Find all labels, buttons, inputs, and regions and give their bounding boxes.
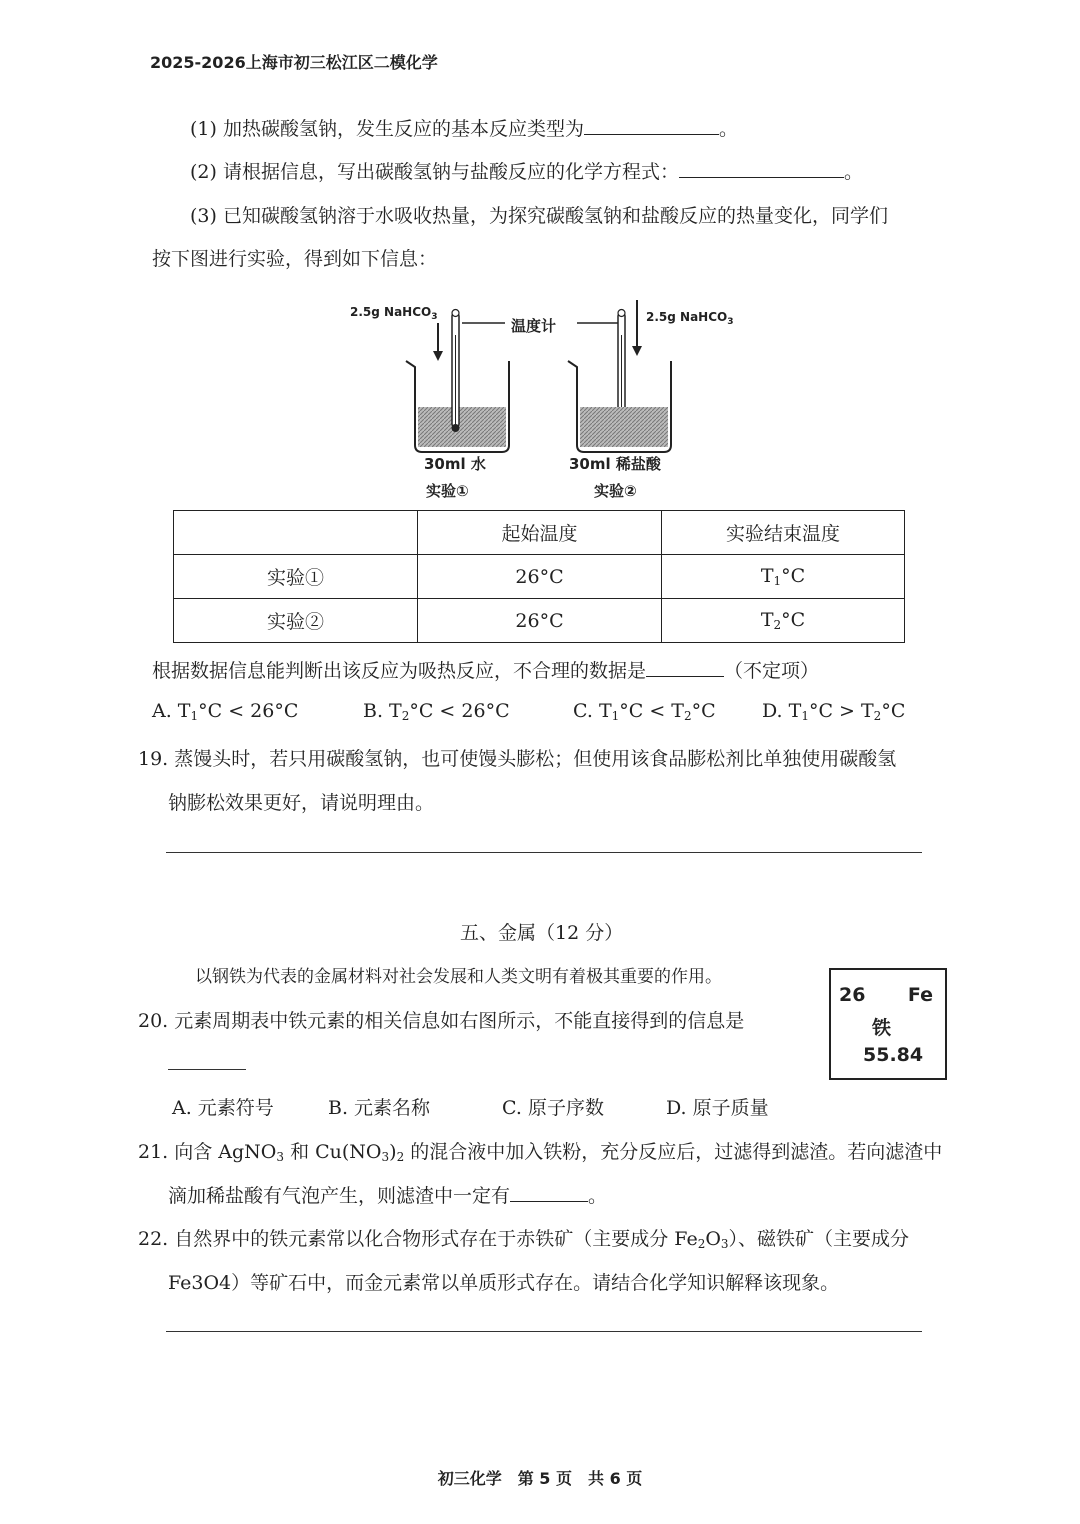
q22-line1: 22. 自然界中的铁元素常以化合物形式存在于赤铁矿（主要成分 $Fe_2O_3$）、磁铁矿（主要成分 bbox=[138, 1228, 910, 1251]
option-b[interactable]: B. $T_2^\circ C < 26^\circ C$ bbox=[363, 700, 510, 723]
thermometer-label: 温度计 bbox=[511, 317, 557, 335]
element-number: 26 bbox=[839, 984, 866, 1006]
table-header-cell: 实验结束温度 bbox=[662, 511, 905, 555]
q20-text: 20. 元素周期表中铁元素的相关信息如右图所示，不能直接得到的信息是 bbox=[138, 1010, 745, 1032]
left-liquid-label: 30ml 水 bbox=[424, 455, 486, 473]
element-symbol: Fe bbox=[907, 984, 933, 1006]
q18-judge-text: 根据数据信息能判断出该反应为吸热反应，不合理的数据是 bbox=[152, 660, 647, 682]
table-cell: 实验② bbox=[174, 599, 418, 643]
left-reagent-label: 2.5g NaHCO$_3$ bbox=[350, 305, 438, 322]
page-footer: 初三化学 第 5 页 共 6 页 bbox=[437, 1469, 643, 1488]
section-intro: 以钢铁为代表的金属材料对社会发展和人类文明有着极其重要的作用。 bbox=[195, 967, 722, 987]
q22-line2: Fe3O4）等矿石中，而金元素常以单质形式存在。请结合化学知识解释该现象。 bbox=[168, 1272, 840, 1294]
q18-part2-text: (2) 请根据信息，写出碳酸氢钠与盐酸反应的化学方程式： bbox=[190, 161, 679, 183]
table-header-cell: 起始温度 bbox=[418, 511, 662, 555]
element-mass: 55.84 bbox=[863, 1044, 924, 1066]
q18-part1-end: 。 bbox=[718, 118, 738, 140]
table-row bbox=[174, 599, 905, 643]
q18-part3-line1: (3) 已知碳酸氢钠溶于水吸收热量，为探究碳酸氢钠和盐酸反应的热量变化，同学们 bbox=[190, 205, 888, 227]
right-liquid-label: 30ml 稀盐酸 bbox=[569, 455, 661, 473]
right-reagent-label: 2.5g NaHCO$_3$ bbox=[646, 310, 734, 327]
table-cell: 26°C bbox=[418, 555, 662, 599]
q21-line1: 21. 向含 AgNO$_3$ 和 $Cu(NO_3)_2$ 的混合液中加入铁粉，充分反应后，过滤得到滤渣。若向滤渣中 bbox=[138, 1141, 943, 1164]
iron-element-card bbox=[829, 968, 947, 1080]
option-d[interactable]: D. $T_1^\circ C > T_2^\circ C$ bbox=[762, 700, 906, 723]
q18-part1-blank[interactable] bbox=[584, 116, 719, 135]
q20-option-d[interactable]: D. 原子质量 bbox=[666, 1097, 769, 1119]
q18-part2-blank[interactable] bbox=[679, 159, 844, 178]
table-row bbox=[174, 555, 905, 599]
q18-part2-end: 。 bbox=[843, 161, 863, 183]
table-header-row bbox=[174, 511, 905, 555]
q18-part1 bbox=[190, 114, 738, 141]
q20-option-a[interactable]: A. 元素符号 bbox=[172, 1097, 274, 1119]
q18-part2 bbox=[190, 157, 863, 184]
q18-judge-suffix: （不定项） bbox=[724, 660, 820, 682]
left-exp-label: 实验① bbox=[426, 482, 469, 500]
q21-blank[interactable] bbox=[510, 1183, 588, 1202]
option-a[interactable]: A. $T_1^\circ C < 26^\circ C$ bbox=[152, 700, 299, 723]
right-exp-label: 实验② bbox=[594, 482, 637, 500]
temperature-table bbox=[173, 510, 905, 643]
q20-option-b[interactable]: B. 元素名称 bbox=[328, 1097, 431, 1119]
table-cell: 26°C bbox=[418, 599, 662, 643]
q18-part1-text: (1) 加热碳酸氢钠，发生反应的基本反应类型为 bbox=[190, 118, 584, 140]
q18-judge-blank[interactable] bbox=[646, 658, 724, 677]
q19-line1: 19. 蒸馒头时，若只用碳酸氢钠，也可使馒头膨松；但使用该食品膨松剂比单独使用碳酸氢 bbox=[138, 748, 897, 770]
q18-part3-line2: 按下图进行实验，得到如下信息： bbox=[152, 248, 438, 270]
q19-line2: 钠膨松效果更好，请说明理由。 bbox=[168, 792, 435, 814]
table-cell: 实验① bbox=[174, 555, 418, 599]
table-cell: $T_1^\circ C$ bbox=[662, 555, 905, 599]
q20-blank[interactable] bbox=[168, 1069, 246, 1070]
q20-option-c[interactable]: C. 原子序数 bbox=[502, 1097, 604, 1119]
q22-answer-line[interactable] bbox=[166, 1331, 922, 1332]
table-cell: $T_2^\circ C$ bbox=[662, 599, 905, 643]
section-title: 五、金属（12 分） bbox=[460, 922, 624, 944]
page-header: 2025-2026上海市初三松江区二模化学 bbox=[150, 53, 438, 72]
option-c[interactable]: C. $T_1^\circ C < T_2^\circ C$ bbox=[573, 700, 716, 723]
q19-answer-line[interactable] bbox=[166, 852, 922, 853]
table-header-cell bbox=[174, 511, 418, 555]
left-thermometer-icon bbox=[452, 310, 460, 433]
element-name: 铁 bbox=[872, 1017, 892, 1039]
q21-line2: 滴加稀盐酸有气泡产生，则滤渣中一定有 。 bbox=[168, 1185, 608, 1207]
q18-judge bbox=[152, 656, 819, 683]
